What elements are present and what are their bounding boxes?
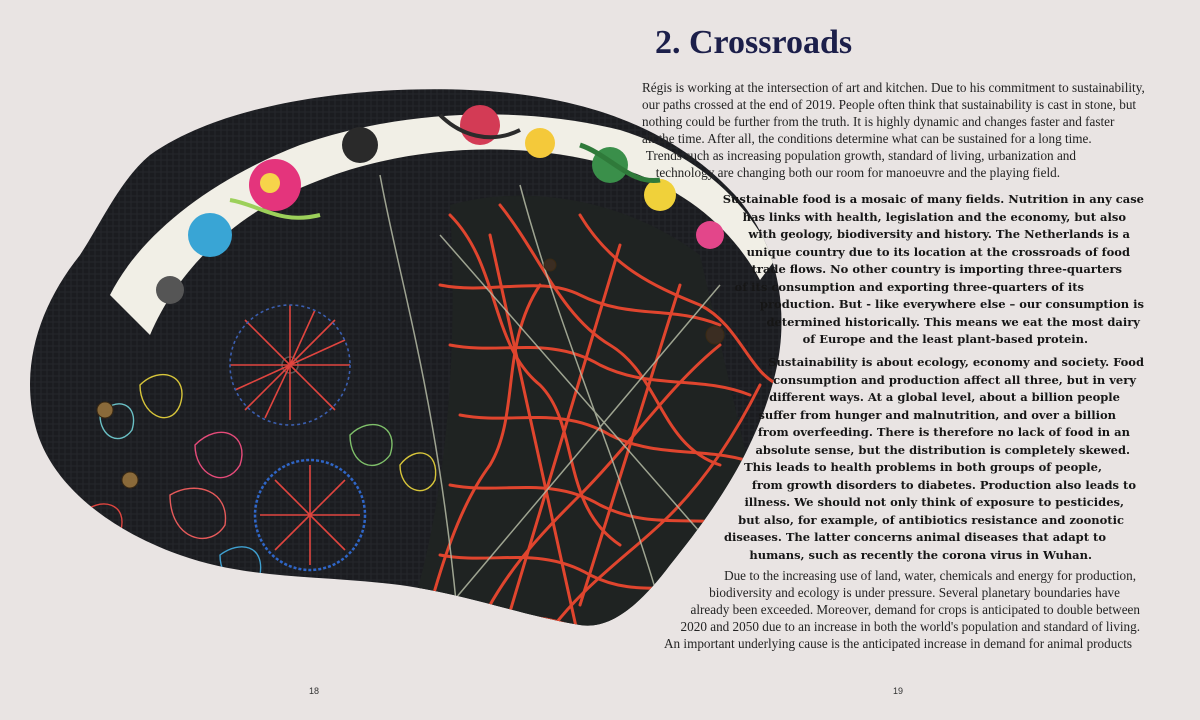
text-line: consumption and production affect all three, but in very [773, 372, 1136, 387]
text-line: with geology, biodiversity and history. The Netherlands is a [748, 227, 1130, 241]
intro-paragraph [642, 80, 1145, 181]
text-line: from growth disorders to diabetes. Production also leads to [751, 477, 1136, 492]
page-number-left: 18 [309, 686, 320, 696]
page-number-right: 19 [893, 686, 904, 696]
text-line: suffer from hunger and malnutrition, and over a billion [758, 407, 1116, 422]
embroidery-flower-left [230, 305, 350, 425]
text-line: absolute sense, but the distribution is completely skewed. [755, 442, 1130, 457]
text-line: but also, for example, of antibiotics resistance and zoonotic [738, 512, 1124, 527]
text-line: different ways. At a global level, about a billion people [769, 390, 1120, 404]
text-line: Régis is working at the intersection of art and kitchen. Due to his commitment to sustainability, [642, 80, 1145, 95]
text-line: Due to the increasing use of land, water, chemicals and energy for production, [724, 568, 1136, 583]
text-line: This leads to health problems in both groups of people, [744, 460, 1102, 474]
text-line: from overfeeding. There is therefore no lack of food in an [757, 425, 1130, 439]
text-line: all the time. After all, the conditions determine what can be sustained for a long time. [642, 130, 1092, 146]
text-line: technology are changing both our room for manoeuvre and the playing field. [655, 164, 1060, 180]
text-line: Sustainability is about ecology, economy and society. Food [768, 355, 1144, 369]
text-line: determined historically. This means we eat the most dairy [766, 314, 1140, 329]
text-line: illness. We should not only think of exposure to pesticides, [744, 495, 1124, 509]
text-line: of Europe and the least plant-based protein. [802, 332, 1088, 346]
text-line: nothing could be further from the truth. It is highly dynamic and changes faster and faster [642, 113, 1115, 129]
text-line: Trends such as increasing population growth, standard of living, urbanization and [645, 147, 1076, 163]
text-line: diseases. The latter concerns animal diseases that adapt to [723, 530, 1106, 544]
food-paragraph [704, 191, 1144, 349]
text-line: already been exceeded. Moreover, demand for crops is anticipated to double between [690, 601, 1140, 617]
text-line: humans, such as recently the corona virus in Wuhan. [749, 547, 1092, 562]
text-line: Sustainable food is a mosaic of many fields. Nutrition in any case [722, 192, 1144, 206]
text-line: unique country due to its location at the crossroads of food [746, 244, 1130, 259]
text-line: our paths crossed at the end of 2019. People often think that sustainability is cast in stone, but [642, 96, 1137, 112]
page-title: 2. Crossroads [655, 24, 853, 61]
land-paragraph [620, 568, 1140, 653]
text-line: An important underlying cause is the anticipated increase in demand for animal products [663, 635, 1132, 651]
sustainability-paragraph [704, 354, 1144, 564]
text-line: biodiversity and ecology is under pressure. Several planetary boundaries have [709, 584, 1120, 600]
text-line: trade flows. No other country is importing three-quarters [751, 262, 1122, 276]
text-line: has links with health, legislation and the economy, but also [742, 209, 1126, 224]
text-line: production. But - like everywhere else – our consumption is [759, 297, 1144, 311]
text-line: of its consumption and exporting three-quarters of its [734, 279, 1084, 294]
text-line: 2020 and 2050 due to an increase in both the world's population and standard of living. [680, 618, 1140, 634]
